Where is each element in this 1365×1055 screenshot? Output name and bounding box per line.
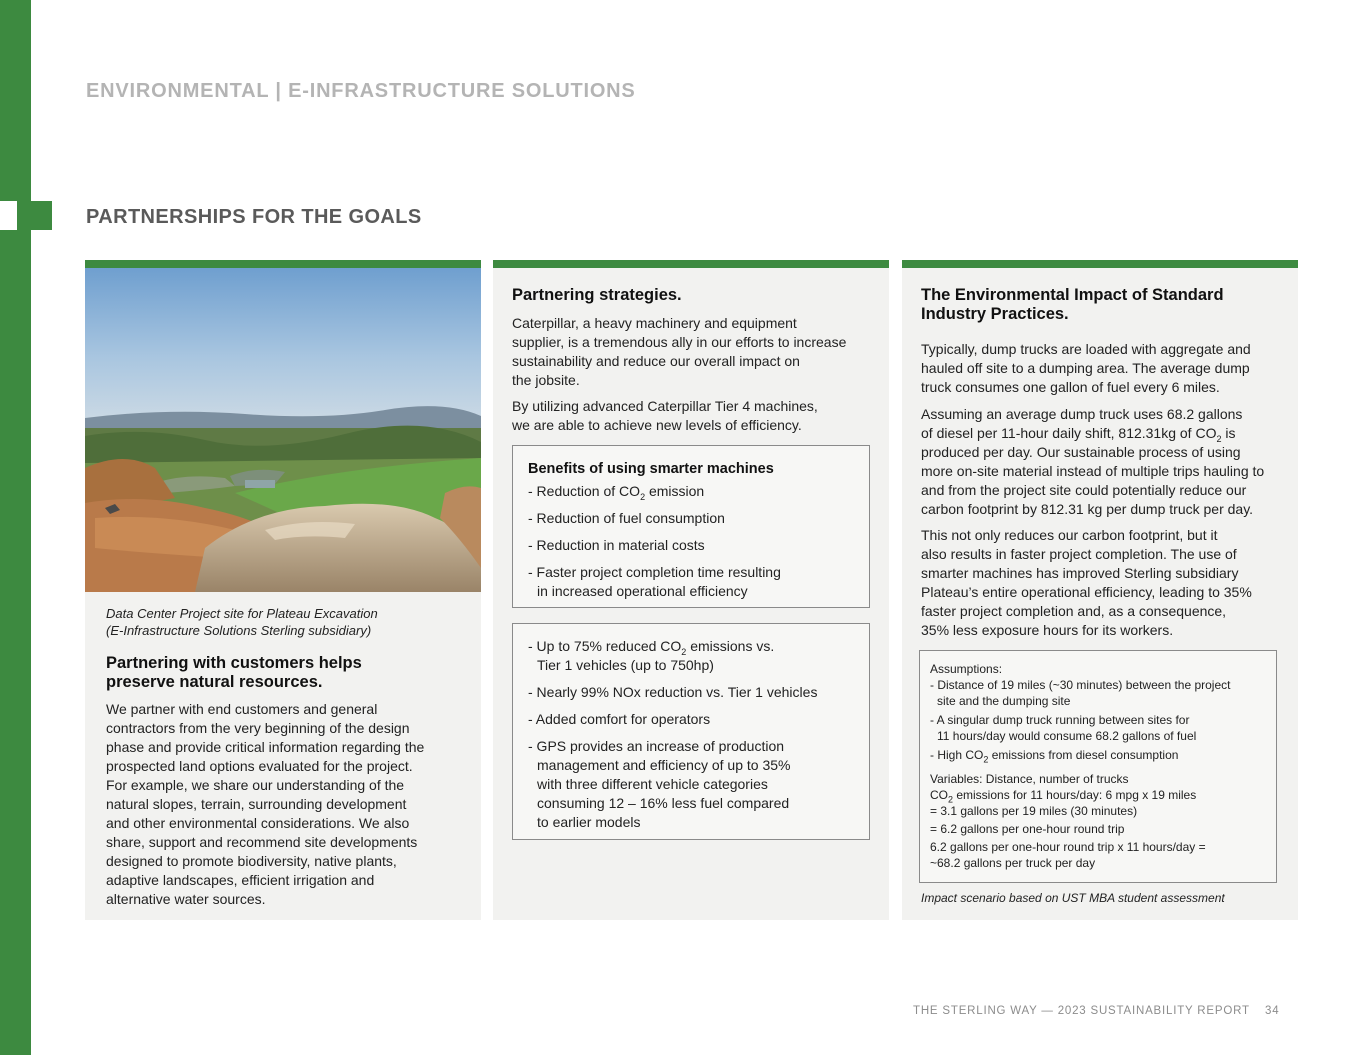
assumption-text: site and the dumping site — [937, 694, 1071, 708]
spec-text: management and efficiency of up to 35% — [537, 757, 791, 773]
body-line: contractors from the very beginning of the design — [106, 720, 410, 736]
body-line: faster project completion and, as a consequence, — [921, 603, 1227, 619]
subscript: 2 — [983, 754, 989, 765]
body-line — [921, 424, 1291, 443]
benefit-text: emission — [645, 483, 705, 499]
assumptions-box — [919, 650, 1277, 883]
assumption-item — [930, 712, 1276, 744]
column-strategies — [493, 260, 889, 920]
spec-item: - Added comfort for operators — [528, 711, 711, 727]
assumption-text: - Distance of 19 miles (~30 minutes) between the project — [930, 678, 1231, 692]
spec-item: - Nearly 99% NOx reduction vs. Tier 1 vehicles — [528, 684, 818, 700]
variable-text: emissions for 11 hours/day: 6 mpg x 19 miles — [953, 788, 1197, 802]
body-line: truck consumes one gallon of fuel every 6 miles. — [921, 379, 1220, 395]
impact-paragraph-2 — [921, 405, 1291, 519]
spec-text: Tier 1 vehicles (up to 750hp) — [537, 657, 714, 673]
body-line: We partner with end customers and general — [106, 701, 378, 717]
section-tab-notch — [0, 201, 17, 230]
body-line: the jobsite. — [512, 372, 580, 388]
strategies-heading: Partnering strategies. — [512, 286, 682, 304]
spec-text: consuming 12 – 16% less fuel compared — [537, 795, 790, 811]
subscript: 2 — [948, 794, 954, 805]
spec-text: to earlier models — [537, 814, 641, 830]
benefit-item: - Reduction in material costs — [528, 537, 705, 553]
benefit-item — [528, 482, 869, 501]
subscript: 2 — [681, 646, 687, 657]
customers-body — [106, 700, 471, 909]
body-line: Plateau’s entire operational efficiency, leading to 35% — [921, 584, 1252, 600]
spec-item — [528, 737, 869, 832]
body-line: Assuming an average dump truck uses 68.2 gallons — [921, 406, 1243, 422]
body-line: For example, we share our understanding of the — [106, 777, 405, 793]
body-line: alternative water sources. — [106, 891, 266, 907]
benefit-item: - Reduction of fuel consumption — [528, 510, 725, 526]
body-text: of diesel per 11-hour daily shift, 812.31kg of CO — [921, 425, 1217, 441]
benefit-text: in increased operational efficiency — [537, 583, 748, 599]
assumption-item — [930, 747, 1276, 763]
assumption-text: - High CO — [930, 748, 984, 762]
benefit-item — [528, 563, 869, 601]
variable-line — [930, 787, 1276, 803]
body-line: hauled off site to a dumping area. The average dump — [921, 360, 1250, 376]
heading-line: preserve natural resources. — [106, 673, 323, 691]
body-line: Typically, dump trucks are loaded with aggregate and — [921, 341, 1251, 357]
body-line: designed to promote biodiversity, native plants, — [106, 853, 397, 869]
strategies-paragraph-2 — [512, 397, 872, 435]
body-line: natural slopes, terrain, surrounding development — [106, 796, 407, 812]
variable-line: 6.2 gallons per one-hour round trip x 11 hours/day = — [930, 840, 1206, 854]
footer-report-title: THE STERLING WAY — 2023 SUSTAINABILITY REPORT — [913, 1005, 1250, 1017]
benefits-box — [512, 445, 870, 608]
subscript: 2 — [640, 491, 646, 502]
heading-line: Industry Practices. — [921, 305, 1069, 323]
impact-note: Impact scenario based on UST MBA student assessment — [921, 891, 1225, 905]
impact-heading — [921, 286, 1291, 324]
impact-paragraph-1 — [921, 340, 1291, 397]
assumption-text: emissions from diesel consumption — [988, 748, 1179, 762]
subscript: 2 — [1216, 433, 1222, 444]
body-line: phase and provide critical information regarding the — [106, 739, 425, 755]
body-line: and other environmental considerations. We also — [106, 815, 410, 831]
column-customers — [85, 260, 481, 920]
assumption-text: - A singular dump truck running between sites for — [930, 713, 1190, 727]
section-title: PARTNERSHIPS FOR THE GOALS — [86, 206, 422, 228]
customers-heading — [106, 654, 466, 692]
body-line: smarter machines has improved Sterling subsidiary — [921, 565, 1239, 581]
body-line: This not only reduces our carbon footprint, but it — [921, 527, 1218, 543]
site-photo — [85, 268, 481, 592]
body-line: produced per day. Our sustainable process of using — [921, 444, 1241, 460]
column-impact — [902, 260, 1298, 920]
benefits-title: Benefits of using smarter machines — [528, 461, 774, 477]
left-accent-bar — [0, 0, 31, 1055]
body-line: supplier, is a tremendous ally in our efforts to increase — [512, 334, 847, 350]
body-line: carbon footprint by 812.31 kg per dump truck per day. — [921, 501, 1254, 517]
benefit-text: - Faster project completion time resulting — [528, 564, 781, 580]
variable-line: = 6.2 gallons per one-hour round trip — [930, 822, 1125, 836]
benefit-text: - Reduction of CO — [528, 483, 641, 499]
body-line: sustainability and reduce our overall impact on — [512, 353, 800, 369]
body-text: is — [1221, 425, 1236, 441]
body-line: By utilizing advanced Caterpillar Tier 4 machines, — [512, 398, 818, 414]
body-line: 35% less exposure hours for its workers. — [921, 622, 1174, 638]
assumption-text: 11 hours/day would consume 68.2 gallons of fuel — [937, 729, 1197, 743]
body-line: we are able to achieve new levels of efficiency. — [512, 417, 802, 433]
heading-line: Partnering with customers helps — [106, 654, 362, 672]
body-line: more on-site material instead of multiple trips hauling to — [921, 463, 1265, 479]
variable-text: CO — [930, 788, 948, 802]
assumptions-title: Assumptions: — [930, 662, 1003, 676]
body-line: also results in faster project completion. The use of — [921, 546, 1237, 562]
strategies-paragraph-1 — [512, 314, 872, 390]
body-line: share, support and recommend site developments — [106, 834, 418, 850]
body-line: prospected land options evaluated for the project. — [106, 758, 413, 774]
body-line: Caterpillar, a heavy machinery and equipment — [512, 315, 797, 331]
spec-item — [528, 637, 869, 675]
specs-box — [512, 623, 870, 840]
photo-caption — [106, 605, 466, 639]
body-line: adaptive landscapes, efficient irrigation and — [106, 872, 375, 888]
variables-label: Variables: Distance, number of trucks — [930, 772, 1129, 786]
spec-text: with three different vehicle categories — [537, 776, 768, 792]
impact-paragraph-3 — [921, 526, 1291, 640]
body-line: and from the project site could potentially reduce our — [921, 482, 1247, 498]
assumption-item — [930, 677, 1276, 709]
spec-text: - Up to 75% reduced CO — [528, 638, 682, 654]
variable-line: = 3.1 gallons per 19 miles (30 minutes) — [930, 804, 1138, 818]
spec-text: emissions vs. — [686, 638, 775, 654]
page-number: 34 — [1265, 1005, 1280, 1017]
heading-line: The Environmental Impact of Standard — [921, 286, 1224, 304]
page-header: ENVIRONMENTAL | E-INFRASTRUCTURE SOLUTIONS — [86, 80, 636, 102]
spec-text: - GPS provides an increase of production — [528, 738, 785, 754]
variable-line: ~68.2 gallons per truck per day — [930, 856, 1096, 870]
caption-line: Data Center Project site for Plateau Excavation — [106, 606, 378, 621]
caption-line: (E-Infrastructure Solutions Sterling subsidiary) — [106, 623, 372, 638]
